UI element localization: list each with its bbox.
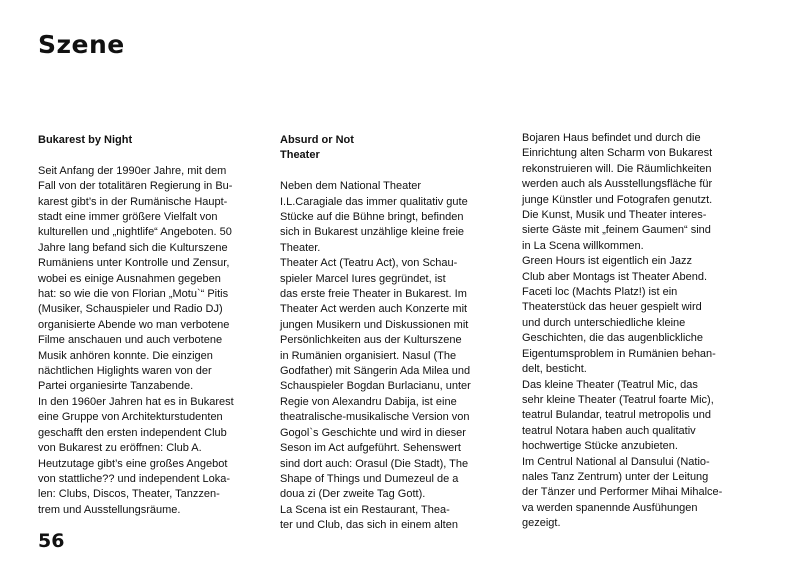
body-text-line: Shape of Things und Dumezeul de a	[280, 472, 459, 485]
body-text-line: geschafft den ersten independent Club	[38, 426, 227, 439]
body-text-line: sierte Gäste mit „feinem Gaumen“ sind	[522, 224, 711, 237]
body-text-line: hat: so wie die von Florian „Motu`“ Pitis	[38, 288, 229, 301]
body-text-line	[38, 148, 260, 163]
body-text-line: in Rumänien organisiert. Nasul (The	[280, 349, 457, 362]
body-text-line: spieler Marcel Iures gegründet, ist	[280, 272, 446, 285]
body-text-line	[280, 164, 495, 179]
body-text-line: Partei organiesirte Tanzabende.	[38, 380, 194, 393]
body-text-line: rekonstruieren will. Die Räumlichkeiten	[522, 162, 712, 175]
body-text-line: Theater Act (Teatru Act), von Schau-	[280, 257, 458, 270]
section-heading: Absurd or Not	[280, 134, 354, 146]
body-text-line: Jahre lang befand sich die Kulturszene	[38, 241, 228, 254]
body-text-line: organisierte Abende wo man verbotene	[38, 318, 230, 331]
body-text-line: Bojaren Haus befindet und durch die	[522, 132, 701, 144]
body-text-line: Die Kunst, Musik und Theater interes-	[522, 209, 707, 222]
column-bukarest-by-night	[38, 133, 260, 518]
body-text-line: (Musiker, Schauspieler und Radio DJ)	[38, 303, 223, 316]
section-heading: Theater	[280, 149, 320, 162]
body-text-line: Neben dem National Theater	[280, 180, 422, 193]
body-text-line: Theater.	[280, 241, 321, 254]
body-text-line: I.L.Caragiale das immer qualitativ gute	[280, 195, 468, 208]
body-text-line: Filme anschauen und auch verbotene	[38, 334, 223, 347]
body-text-line: der Tänzer und Performer Mihai Mihalce-	[522, 486, 723, 499]
body-text-line: von Bukarest zu eröffnen: Club A.	[38, 442, 202, 455]
body-text-line: teatrul Bulandar, teatrul metropolis und	[522, 409, 711, 422]
body-text-line: Einrichtung alten Scharm von Bukarest	[522, 147, 713, 160]
body-text-line: sind dort auch: Orasul (Die Stadt), The	[280, 457, 469, 470]
body-text-line: theatralische-musikalische Version von	[280, 411, 470, 424]
body-text-line: Geschichten, die das augenblickliche	[522, 332, 704, 345]
body-text-line: das erste freie Theater in Bukarest. Im	[280, 288, 467, 301]
body-text-line: kulturellen und „nightlife“ Angeboten. 50	[38, 226, 232, 239]
body-text-line: wobei es einige Ausnahmen gegeben	[38, 272, 221, 285]
body-text-line: ter und Club, das sich in einem alten	[280, 519, 458, 532]
body-text-line: Green Hours ist eigentlich ein Jazz	[522, 255, 692, 268]
page-title: Szene	[38, 30, 125, 59]
body-text-line: Theaterstück das heuer gespielt wird	[522, 301, 702, 314]
body-text-line: Regie von Alexandru Dabija, ist eine	[280, 395, 457, 408]
body-text-line: Persönlichkeiten aus der Kulturszene	[280, 334, 462, 347]
body-text-line: Schauspieler Bogdan Burlacianu, unter	[280, 380, 471, 393]
body-text-line: stadt eine immer größere Vielfalt von	[38, 211, 218, 224]
body-text-line: Theater Act werden auch Konzerte mit	[280, 303, 468, 316]
body-text-line: doua zi (Der zweite Tag Gott).	[280, 488, 426, 501]
body-text-line: nales Tanz Zentrum) unter der Leitung	[522, 470, 709, 483]
body-text-line: Seson im Act aufgeführt. Sehenswert	[280, 442, 461, 455]
body-text-line: von stattliche?? und independent Loka-	[38, 472, 231, 485]
body-text-line: werden auch als Ausstellungsfläche für	[522, 178, 713, 191]
body-text-line: Godfather) mit Sängerin Ada Milea und	[280, 365, 471, 378]
body-text-line: La Scena ist ein Restaurant, Thea-	[280, 503, 450, 516]
body-text-line: Fall von der totalitären Regierung in Bu-	[38, 180, 233, 193]
column-continuation	[522, 131, 742, 532]
body-text-line: Seit Anfang der 1990er Jahre, mit dem	[38, 164, 227, 177]
body-text-line: karest gibt’s in der Rumänische Haupt-	[38, 195, 228, 208]
body-text-line: Eigentumsproblem in Rumänien behan-	[522, 347, 716, 360]
body-text-line: Heutzutage gibt’s eine großes Angebot	[38, 457, 228, 470]
section-heading: Bukarest by Night	[38, 134, 133, 146]
body-text-line: eine Gruppe von Architekturstudenten	[38, 411, 223, 424]
body-text-line: Im Centrul National al Dansului (Natio-	[522, 455, 710, 468]
column-absurd-or-not-theater	[280, 133, 495, 534]
body-text-line: teatrul Notara haben auch qualitativ	[522, 424, 696, 437]
body-text-line: Club aber Montags ist Theater Abend.	[522, 270, 708, 283]
body-text-line: nächtlichen Higlights waren von der	[38, 365, 212, 378]
body-text-line: In den 1960er Jahren hat es in Bukarest	[38, 395, 234, 408]
body-text-line: Faceti loc (Machts Platz!) ist ein	[522, 286, 678, 299]
body-text-line: delt, besticht.	[522, 363, 587, 376]
body-text-line: in La Scena willkommen.	[522, 239, 644, 252]
body-text-line: Musik anhören konnte. Die einzigen	[38, 349, 213, 362]
body-text-line: Das kleine Theater (Teatrul Mic, das	[522, 378, 698, 391]
body-text-line: Gogol`s Geschichte und wird in dieser	[280, 426, 466, 439]
body-text-line: und durch unterschiedliche kleine	[522, 316, 686, 329]
body-text-line: sich in Bukarest unzählige kleine freie	[280, 226, 465, 239]
body-text-line: Rumäniens unter Kontrolle und Zensur,	[38, 257, 230, 270]
body-text-line: junge Künstler und Fotografen genutzt.	[522, 193, 713, 206]
body-text-line: gezeigt.	[522, 517, 561, 530]
body-text-line: Stücke auf die Bühne bringt, befinden	[280, 211, 464, 224]
body-text-line: len: Clubs, Discos, Theater, Tanzzen-	[38, 488, 220, 501]
page-number: 56	[38, 530, 65, 552]
body-text-line: hochwertige Stücke anzubieten.	[522, 440, 678, 453]
body-text-line: sehr kleine Theater (Teatrul foarte Mic),	[522, 393, 714, 406]
body-text-line: va werden spanennde Ausfühungen	[522, 501, 698, 514]
body-text-line: trem und Ausstellungsräume.	[38, 503, 181, 516]
body-text-line: jungen Musikern und Diskussionen mit	[280, 318, 469, 331]
